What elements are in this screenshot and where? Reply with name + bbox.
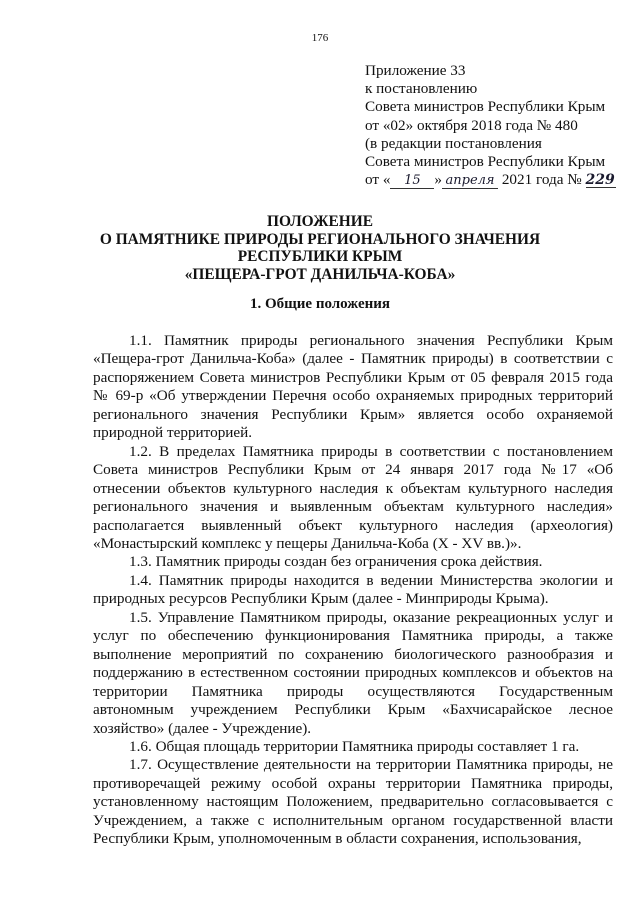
- appendix-line: (в редакции постановления: [365, 134, 542, 152]
- title-line: О ПАМЯТНИКЕ ПРИРОДЫ РЕГИОНАЛЬНОГО ЗНАЧЕНИЯ: [99, 230, 541, 248]
- date-prefix: от «: [365, 171, 391, 189]
- paragraph: 1.5. Управление Памятником природы, оказание рекреационных услуг и услуг по обеспечению функционирования Памятника природы, а также выполнение мероприятий по сохранению биологического разнообразия и поддержанию в естественном состоянии природных комплексов и объектов на территории Памятника природы осуществляются Государственным автономным учреждением Республики Крым «Бахчисарайское лесное хозяйство» (далее - Учреждение).: [93, 608, 613, 737]
- appendix-line: Приложение 33: [365, 62, 466, 79]
- section-heading: 1. Общие положения: [249, 296, 391, 312]
- amendment-date-line: [365, 171, 625, 189]
- handwritten-number: 229: [585, 172, 615, 189]
- appendix-line: от «02» октября 2018 года № 480: [365, 116, 578, 134]
- title-line: РЕСПУБЛИКИ КРЫМ: [237, 248, 403, 265]
- page-number: 176: [311, 32, 329, 44]
- date-year: 2021 года №: [498, 171, 586, 189]
- paragraph: 1.4. Памятник природы находится в ведении Министерства экологии и природных ресурсов Республики Крым (далее - Минприроды Крыма).: [93, 571, 613, 608]
- title-line: «ПЕЩЕРА-ГРОТ ДАНИЛЬЧА-КОБА»: [184, 265, 456, 283]
- appendix-line: Совета министров Республики Крым: [365, 153, 606, 171]
- handwritten-day: 15: [390, 174, 434, 189]
- handwritten-month: апреля: [442, 174, 498, 189]
- title-line: ПОЛОЖЕНИЕ: [267, 213, 373, 230]
- appendix-line: Совета министров Республики Крым: [365, 98, 606, 116]
- paragraph: 1.7. Осуществление деятельности на территории Памятника природы, не противоречащей режиму особой охраны территории Памятника природы, установленному настоящим Положением, предварительно согласовывается с Учреждением, а также с исполнительным органом государственной власти Республики Крым, уполномоченным в области сохранения, использования,: [93, 756, 613, 848]
- document-title: [0, 213, 640, 283]
- document-body: [93, 332, 613, 849]
- paragraph: 1.1. Памятник природы регионального значения Республики Крым «Пещера-грот Данильча-Коба» (далее - Памятник природы) в соответствии с распоряжением Совета министров Республики Крым от 05 февраля 2015 года № 69-р «Об утверждении Перечня особо охраняемых природных территорий регионального значения Республики Крым» является особо охраняемой природной территорией.: [93, 332, 613, 442]
- paragraph: 1.6. Общая площадь территории Памятника природы составляет 1 га.: [129, 737, 580, 755]
- date-quote: »: [434, 171, 443, 189]
- appendix-block: [365, 62, 625, 189]
- paragraph: 1.2. В пределах Памятника природы в соответствии с постановлением Совета министров Республики Крым от 24 января 2017 года №17 «Об отнесении объектов культурного наследия к объектам культурного наследия регионального значения и выявленным объектам культурного наследия» располагается выявленный объект культурного наследия (археология) «Монастырский комплекс у пещеры Данильча-Коба (X - XV вв.)».: [93, 442, 613, 552]
- appendix-line: к постановлению: [365, 80, 478, 98]
- paragraph: 1.3. Памятник природы создан без ограничения срока действия.: [129, 553, 543, 571]
